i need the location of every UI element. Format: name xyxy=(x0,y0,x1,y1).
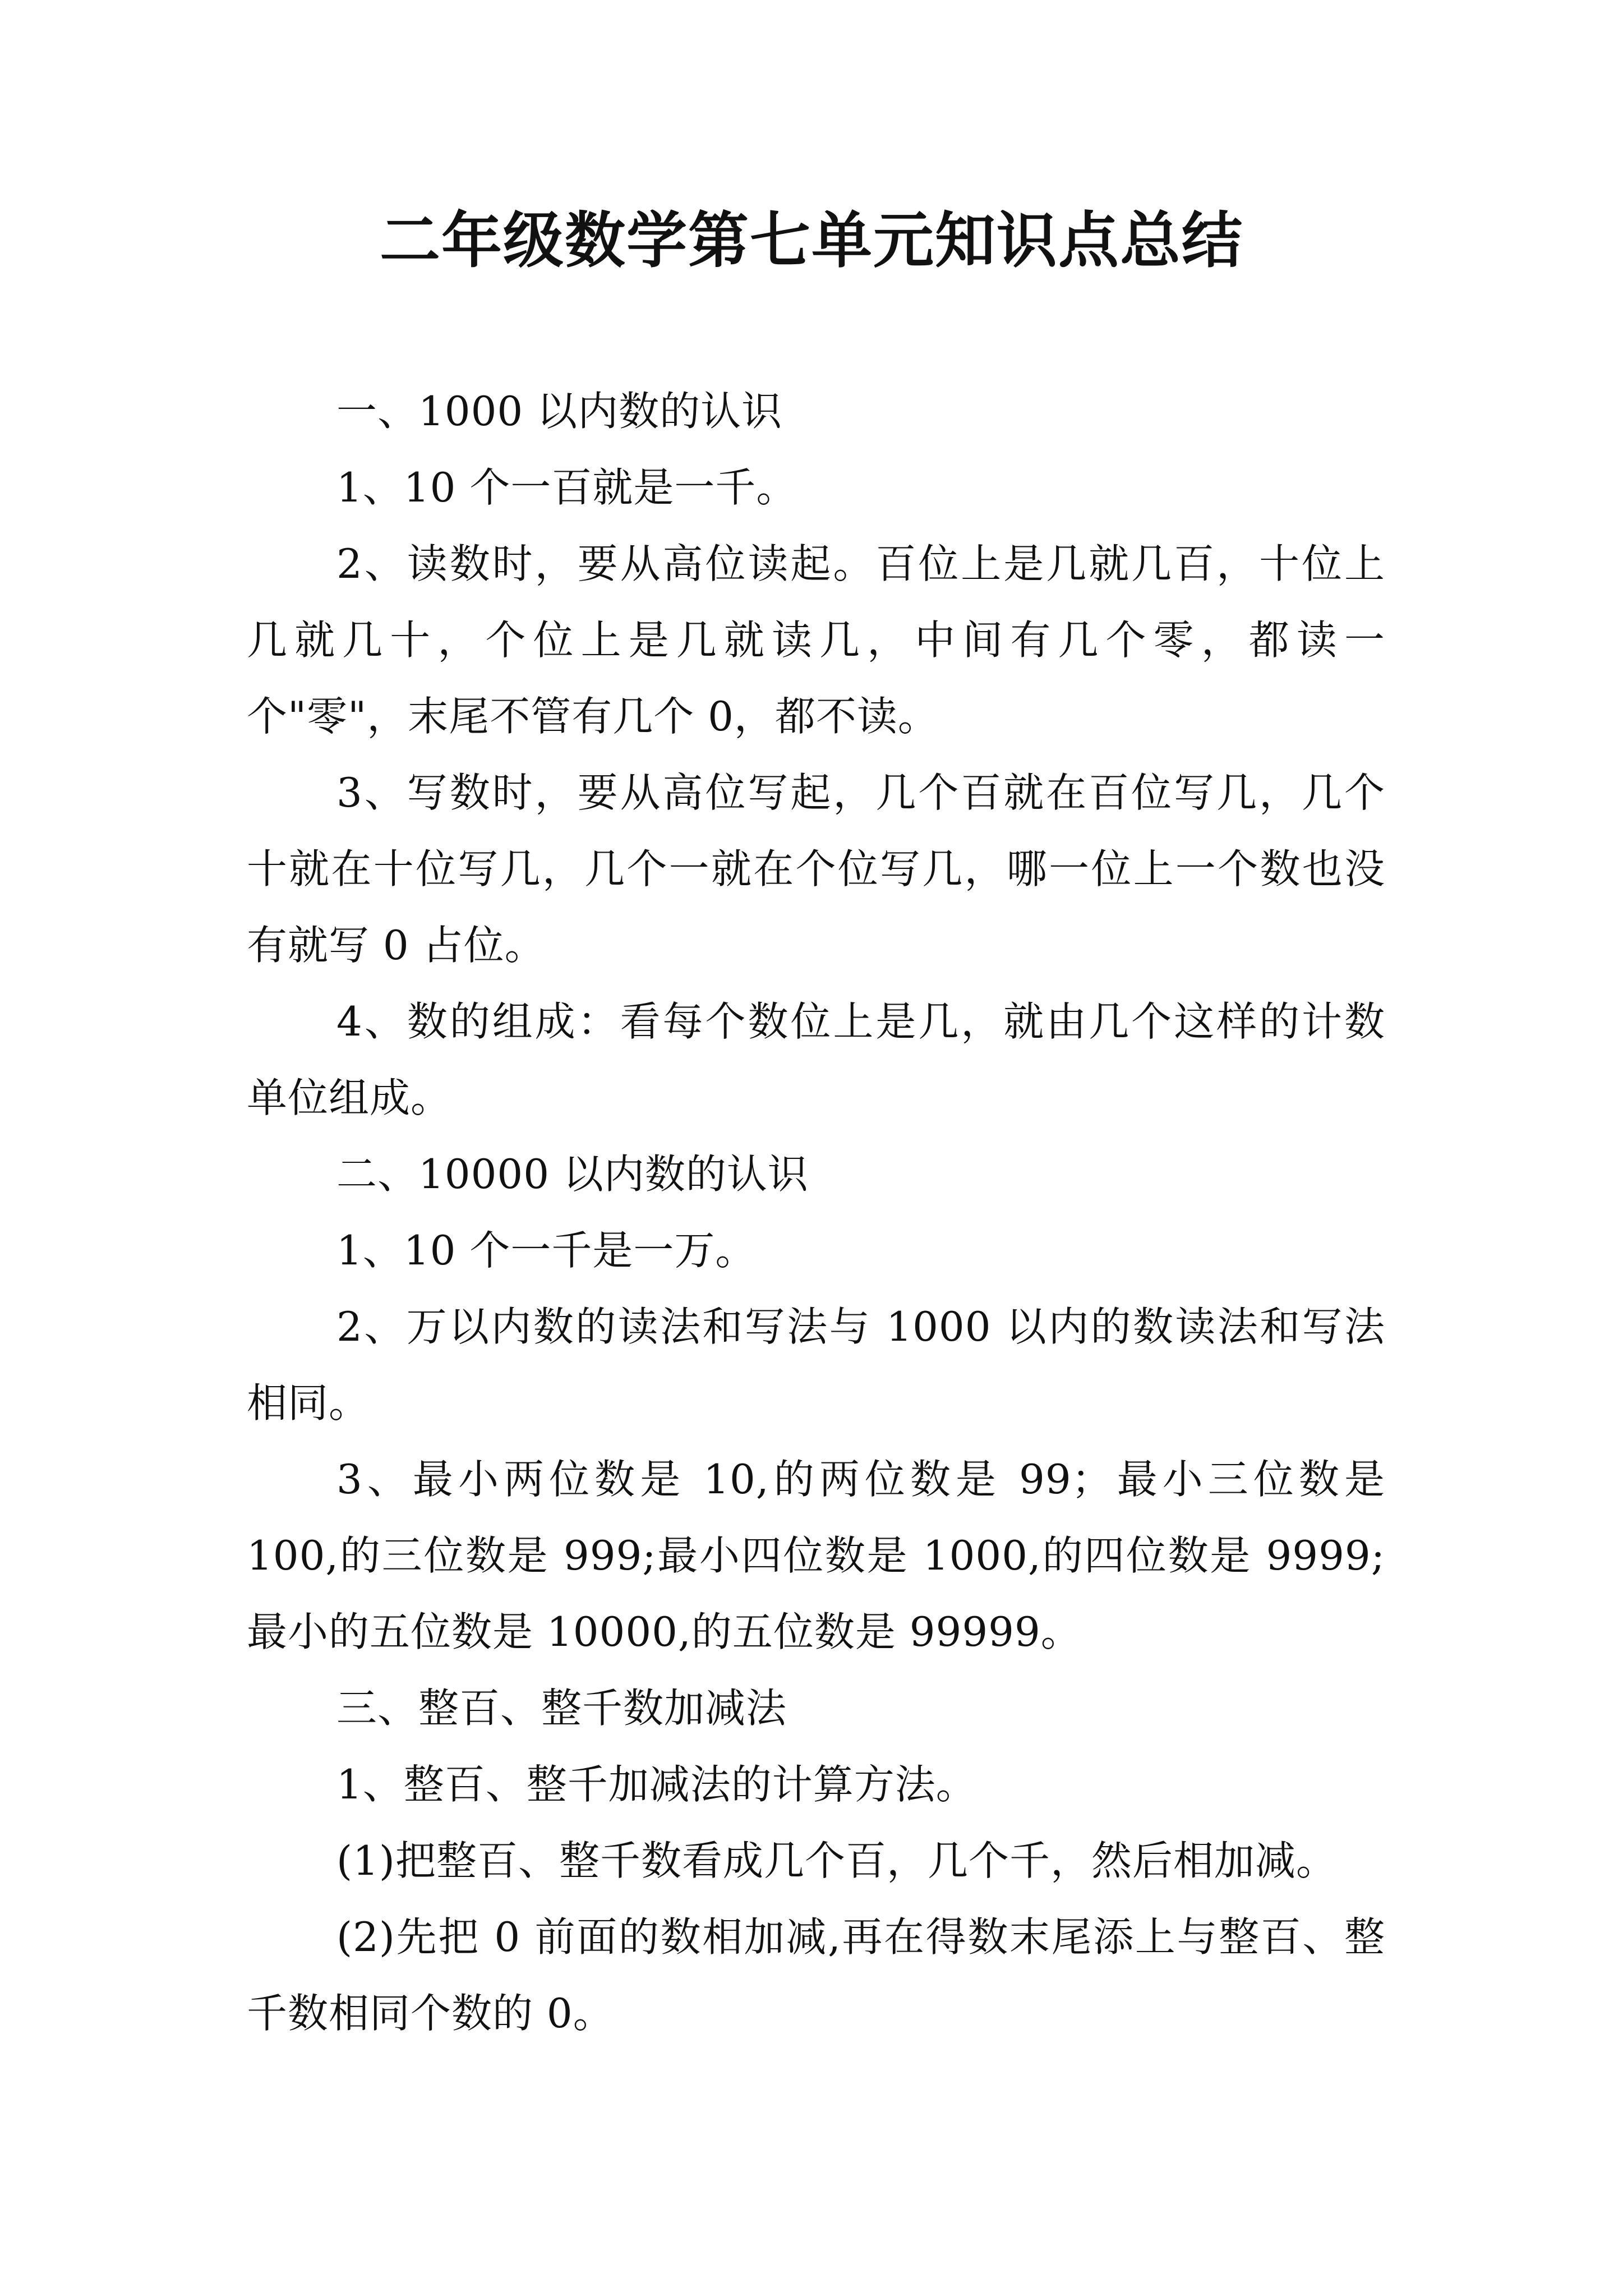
paragraph: 1、整百、整千加减法的计算方法。 xyxy=(336,1761,977,1808)
section-heading-2: 二、10000 以内数的认识 xyxy=(336,1151,809,1198)
paragraph: 1、10 个一百就是一千。 xyxy=(336,464,797,511)
paragraph: 1、10 个一千是一万。 xyxy=(336,1227,757,1274)
paragraph: 3、写数时，要从高位写起，几个百就在百位写几，几个十就在十位写几，几个一就在个位写几，哪一位上一个数也没有就写 0 占位。 xyxy=(247,769,1385,969)
document-title: 二年级数学第七单元知识点总结 xyxy=(379,206,1243,276)
section-heading-3: 三、整百、整千数加减法 xyxy=(336,1685,787,1732)
paragraph: 2、万以内数的读法和写法与 1000 以内的数读法和写法相同。 xyxy=(247,1303,1385,1427)
paragraph: (1)把整百、整千数看成几个百，几个千，然后相加减。 xyxy=(336,1837,1337,1884)
document-body xyxy=(247,373,1385,2051)
section-heading-1: 一、1000 以内数的认识 xyxy=(336,388,783,435)
paragraph: 4、数的组成：看每个数位上是几，就由几个这样的计数单位组成。 xyxy=(247,998,1385,1121)
paragraph: 3、最小两位数是 10,的两位数是 99；最小三位数是 100,的三位数是 999;最小四位数是 1000,的四位数是 9999;最小的五位数是 10000,的五位数是 99999。 xyxy=(247,1456,1385,1655)
paragraph: 2、读数时，要从高位读起。百位上是几就几百，十位上几就几十，个位上是几就读几，中间有几个零，都读一个"零"，末尾不管有几个 0，都不读。 xyxy=(247,540,1385,740)
paragraph: (2)先把 0 前面的数相加减,再在得数末尾添上与整百、整千数相同个数的 0。 xyxy=(247,1913,1385,2037)
